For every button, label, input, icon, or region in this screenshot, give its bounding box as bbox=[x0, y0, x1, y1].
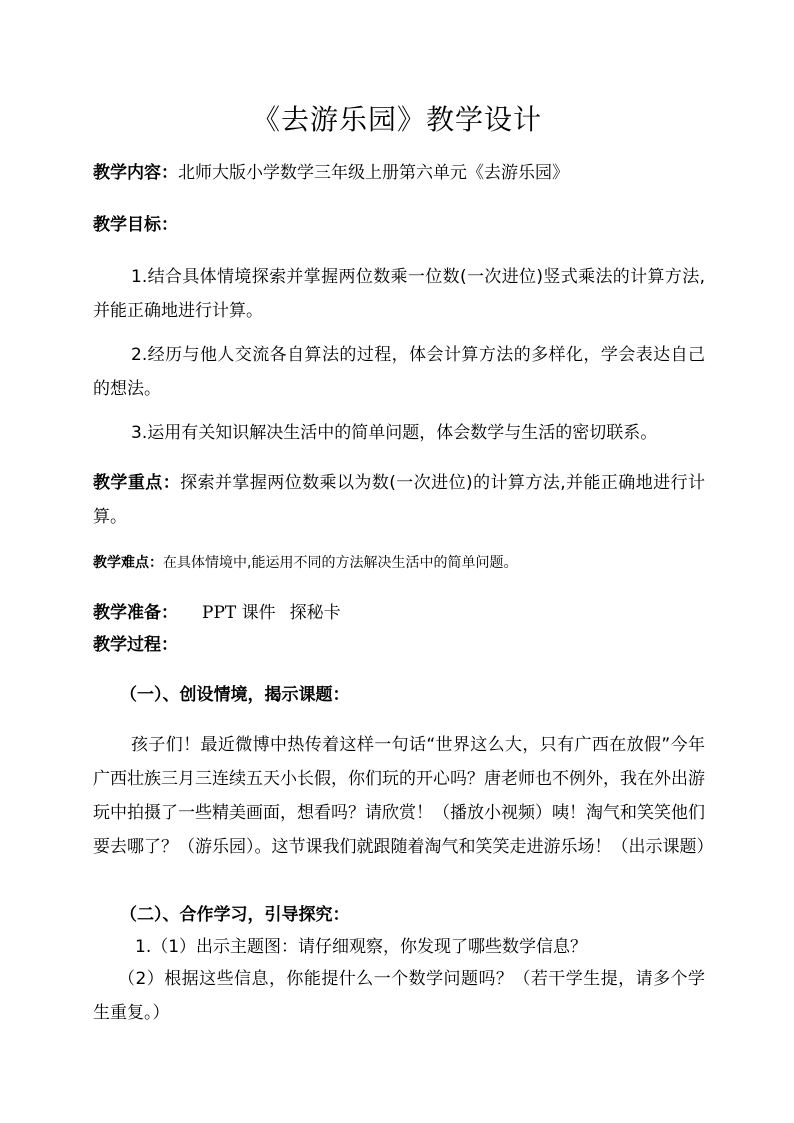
teaching-content-label: 教学内容： bbox=[93, 163, 178, 183]
key-points-label: 教学重点： bbox=[93, 473, 181, 493]
goal-item-1: 1.结合具体情境探索并掌握两位数乘一位数(一次进位)竖式乘法的计算方法,并能正确地进行计算。 bbox=[93, 267, 705, 321]
preparation-label: 教学准备： bbox=[93, 603, 178, 623]
preparation-item-ppt: PPT 课件 bbox=[202, 603, 276, 623]
section-1-text: 孩子们！最近微博中热传着这样一句话“世界这么大，只有广西在放假”今年广西壮族三月三连续五天小长假，你们玩的开心吗？唐老师也不例外，我在外出游玩中拍摄了一些精美画面，想看吗？请欣赏！（播放小视频）咦！淘气和笑笑他们要去哪了？（游乐园）。这节课我们就跟随着淘气和笑笑走进游乐场！（出示课题） bbox=[93, 735, 714, 857]
teaching-content-text: 北师大版小学数学三年级上册第六单元《去游乐园》 bbox=[178, 163, 569, 183]
preparation-item-card: 探秘卡 bbox=[289, 603, 341, 623]
preparation bbox=[93, 596, 705, 630]
teaching-content bbox=[93, 156, 705, 190]
section-2-item-1: 1.（1）出示主题图：请仔细观察，你发现了哪些数学信息？ bbox=[135, 937, 588, 957]
difficulty-label: 教学难点： bbox=[93, 555, 163, 571]
teaching-goals-label: 教学目标： bbox=[93, 215, 178, 235]
section-2-item-2: （2）根据这些信息，你能提什么一个数学问题吗？（若干学生提，请多个学生重复。） bbox=[93, 969, 705, 1023]
process-label: 教学过程： bbox=[93, 635, 178, 655]
difficulty bbox=[93, 546, 705, 580]
key-points-text: 探索并掌握两位数乘以为数(一次进位)的计算方法,并能正确地进行计算。 bbox=[93, 473, 706, 527]
key-points bbox=[93, 466, 705, 534]
goal-item-2: 2.经历与他人交流各自算法的过程，体会计算方法的多样化，学会表达自己的想法。 bbox=[93, 345, 705, 399]
document-title: 《去游乐园》教学设计 bbox=[251, 103, 542, 136]
section-2-heading: （二）、合作学习，引导探究： bbox=[120, 905, 350, 925]
difficulty-text: 在具体情境中,能运用不同的方法解决生活中的简单问题。 bbox=[163, 555, 518, 571]
section-1-heading: （一）、创设情境，揭示课题： bbox=[120, 685, 350, 705]
goal-item-3: 3.运用有关知识解决生活中的简单问题，体会数学与生活的密切联系。 bbox=[131, 423, 658, 443]
